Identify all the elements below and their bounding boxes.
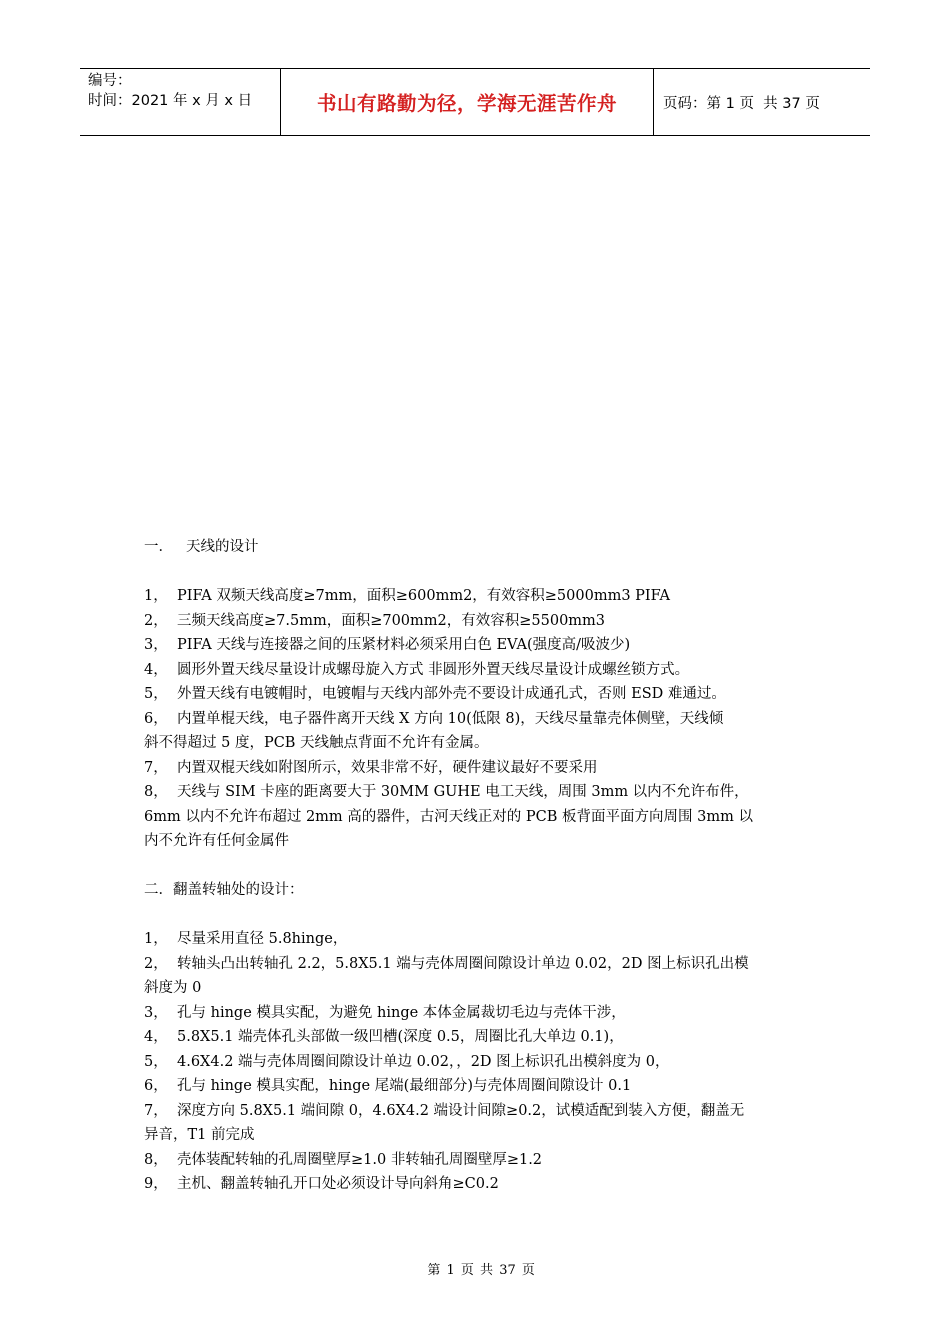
list-item: 8， 壳体装配转轴的孔周圈壁厚≥1.0 非转轴孔周圈壁厚≥1.2 [144,1151,543,1168]
page-footer [0,1244,950,1278]
section-heading-antenna [144,535,809,560]
list-item: 3， 孔与 hinge 模具实配，为避免 hinge 本体金属裁切毛边与壳体干涉， [144,1004,626,1021]
spacer [144,560,809,585]
motto-text: 书山有路勤为径，学海无涯苦作舟 [316,92,617,115]
list-item: 4， 圆形外置天线尽量设计成螺母旋入方式 非圆形外置天线尽量设计成螺丝锁方式。 [144,661,690,678]
list-item: 6， 孔与 hinge 模具实配，hinge 尾端(最细部分)与壳体周圈间隙设计 0.1 [144,1078,632,1094]
page-number-label: 页码：第 1 页 共 37 页 [663,95,820,112]
list-item: 1， 尽量采用直径 5.8hinge， [144,931,348,947]
list-item-continuation: 斜度为 0 [144,980,202,996]
footer-page-number: 第 1 页 共 37 页 [427,1263,535,1278]
document-body [144,535,809,1197]
list-item: 2， 三频天线高度≥7.5mm，面积≥700mm2，有效容积≥5500mm3 [144,612,606,629]
section-number: 一． [144,539,173,555]
document-number-label: 编号： [88,73,132,89]
list-item-continuation: 斜不得超过 5 度，PCB 天线触点背面不允许有金属。 [144,735,489,751]
list-item-continuation: 异音，T1 前完成 [144,1127,255,1143]
list-item: 9， 主机、翻盖转轴孔开口处必须设计导向斜角≥C0.2 [144,1176,499,1192]
header-motto [281,69,654,135]
list-item: 5， 4.6X4.2 端与壳体周圈间隙设计单边 0.02，，2D 图上标识孔出模斜度为 0， [144,1053,670,1070]
list-item-continuation: 6mm 以内不允许布超过 2mm 高的器件，古河天线正对的 PCB 板背面平面方向周围 3mm 以 [144,808,753,825]
list-item: 7， 内置双棍天线如附图所示，效果非常不好，硬件建议最好不要采用 [144,759,598,776]
spacer [144,903,809,928]
list-item: 4， 5.8X5.1 端壳体孔头部做一级凹槽(深度 0.5，周圈比孔大单边 0.1)， [144,1029,624,1045]
list-item: 2， 转轴头凸出转轴孔 2.2，5.8X5.1 端与壳体周圈间隙设计单边 0.02，2D 图上标识孔出模 [144,955,749,972]
spacer [144,854,809,879]
document-header [80,68,870,136]
list-item: 3， PIFA 天线与连接器之间的压紧材料必须采用白色 EVA(强度高/吸波少) [144,637,631,653]
list-item: 6， 内置单棍天线，电子器件离开天线 X 方向 10(低限 8)，天线尽量靠壳体侧壁，天线倾 [144,710,724,727]
list-item: 5， 外置天线有电镀帽时，电镀帽与天线内部外壳不要设计成通孔式，否则 ESD 难通过。 [144,686,726,702]
header-meta [80,69,281,135]
list-item: 7， 深度方向 5.8X5.1 端间隙 0，4.6X4.2 端设计间隙≥0.2，试模适配到装入方便，翻盖无 [144,1102,745,1119]
list-item: 8， 天线与 SIM 卡座的距离要大于 30MM GUHE 电工天线，周围 3mm 以内不允许布件， [144,784,749,800]
section-heading-hinge: 二．翻盖转轴处的设计： [144,882,304,898]
section-title: 天线的设计 [186,539,259,555]
header-page-info [654,69,870,135]
list-item: 1， PIFA 双频天线高度≥7mm，面积≥600mm2，有效容积≥5000mm3 PIFA [144,588,670,604]
document-time-label: 时间：2021 年 x 月 x 日 [88,93,253,109]
list-item-continuation: 内不允许有任何金属件 [144,833,289,849]
